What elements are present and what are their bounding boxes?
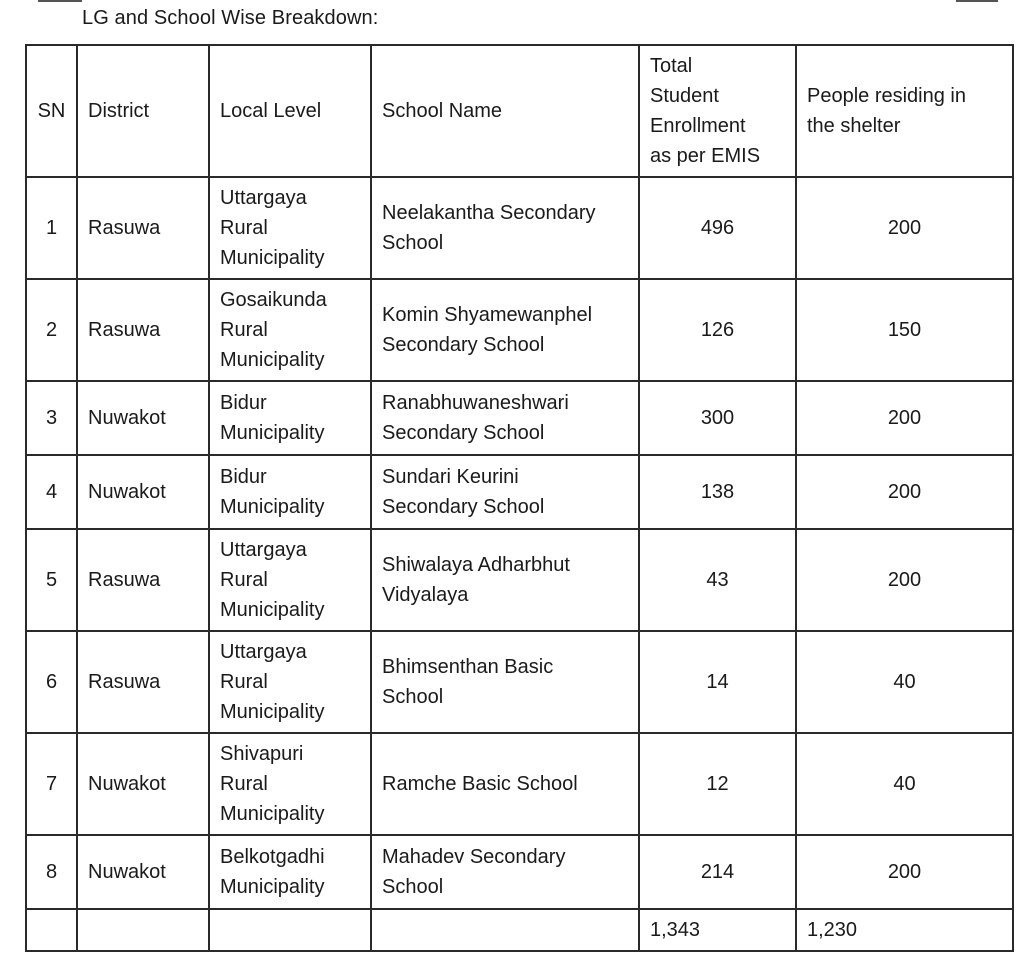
header-people-line: People residing in	[807, 85, 966, 107]
cell-sn: 4	[26, 455, 77, 529]
cell-district: Nuwakot	[77, 733, 209, 835]
cell-empty	[77, 909, 209, 951]
cell-school-name	[371, 733, 639, 835]
cell-sn: 1	[26, 177, 77, 279]
cell-people: 200	[796, 177, 1013, 279]
local-level-line: Municipality	[220, 496, 325, 518]
local-level-line: Gosaikunda	[220, 289, 327, 311]
local-level-line: Rural	[220, 319, 268, 341]
cell-school-name	[371, 529, 639, 631]
local-level-line: Rural	[220, 671, 268, 693]
cell-empty	[209, 909, 371, 951]
cell-local-level	[209, 733, 371, 835]
school-name-line: Mahadev Secondary	[382, 846, 566, 868]
local-level-line: Rural	[220, 773, 268, 795]
cell-enrollment: 43	[639, 529, 796, 631]
cell-enrollment: 14	[639, 631, 796, 733]
cell-school-name	[371, 835, 639, 909]
cell-empty	[26, 909, 77, 951]
header-enrollment	[639, 45, 796, 177]
total-people: 1,230	[796, 909, 1013, 951]
cell-people: 40	[796, 733, 1013, 835]
local-level-line: Uttargaya	[220, 641, 307, 663]
cell-empty	[371, 909, 639, 951]
table-row	[26, 177, 1013, 279]
cell-district: Nuwakot	[77, 381, 209, 455]
school-name-line: Bhimsenthan Basic	[382, 656, 554, 678]
school-name-line: Ranabhuwaneshwari	[382, 392, 569, 414]
cell-enrollment: 496	[639, 177, 796, 279]
local-level-line: Belkotgadhi	[220, 846, 325, 868]
breakdown-table	[25, 44, 1014, 952]
local-level-line: Municipality	[220, 247, 325, 269]
cell-district: Rasuwa	[77, 177, 209, 279]
totals-row	[26, 909, 1013, 951]
cell-district: Rasuwa	[77, 279, 209, 381]
total-enrollment: 1,343	[639, 909, 796, 951]
cell-school-name	[371, 279, 639, 381]
local-level-line: Municipality	[220, 803, 325, 825]
cell-people: 200	[796, 529, 1013, 631]
cell-enrollment: 126	[639, 279, 796, 381]
school-name-line: School	[382, 686, 444, 708]
school-name-line: Secondary School	[382, 422, 545, 444]
cell-enrollment: 138	[639, 455, 796, 529]
school-name-line: Vidyalaya	[382, 584, 469, 606]
local-level-line: Rural	[220, 569, 268, 591]
header-enrollment-line: Enrollment	[650, 115, 746, 137]
header-people	[796, 45, 1013, 177]
table-header-row	[26, 45, 1013, 177]
table-row	[26, 835, 1013, 909]
local-level-line: Shivapuri	[220, 743, 304, 765]
local-level-line: Bidur	[220, 466, 267, 488]
local-level-line: Uttargaya	[220, 539, 307, 561]
cell-people: 40	[796, 631, 1013, 733]
cell-sn: 3	[26, 381, 77, 455]
table-row	[26, 455, 1013, 529]
cell-people: 200	[796, 381, 1013, 455]
school-name-line: School	[382, 232, 444, 254]
local-level-line: Uttargaya	[220, 187, 307, 209]
header-people-line: the shelter	[807, 115, 901, 137]
cell-sn: 8	[26, 835, 77, 909]
cell-enrollment: 12	[639, 733, 796, 835]
school-name-line: Sundari Keurini	[382, 466, 519, 488]
cell-people: 200	[796, 455, 1013, 529]
school-name-line: Secondary School	[382, 496, 545, 518]
header-sn: SN	[26, 45, 77, 177]
school-name-line: Neelakantha Secondary	[382, 202, 596, 224]
local-level-line: Municipality	[220, 599, 325, 621]
header-enrollment-line: as per EMIS	[650, 145, 761, 167]
header-local-level: Local Level	[209, 45, 371, 177]
cell-school-name	[371, 631, 639, 733]
cell-school-name	[371, 381, 639, 455]
local-level-line: Municipality	[220, 876, 325, 898]
cell-sn: 5	[26, 529, 77, 631]
cell-people: 200	[796, 835, 1013, 909]
cell-local-level	[209, 177, 371, 279]
table-row	[26, 733, 1013, 835]
local-level-line: Bidur	[220, 392, 267, 414]
cell-sn: 7	[26, 733, 77, 835]
section-heading: LG and School Wise Breakdown:	[82, 7, 379, 29]
cell-sn: 6	[26, 631, 77, 733]
school-name-line: Komin Shyamewanphel	[382, 304, 593, 326]
cell-school-name	[371, 455, 639, 529]
cell-district: Rasuwa	[77, 529, 209, 631]
school-name-line: Ramche Basic School	[382, 773, 578, 795]
cell-local-level	[209, 455, 371, 529]
cell-local-level	[209, 381, 371, 455]
header-enrollment-line: Student	[650, 85, 719, 107]
local-level-line: Rural	[220, 217, 268, 239]
local-level-line: Municipality	[220, 349, 325, 371]
cell-local-level	[209, 631, 371, 733]
table-row	[26, 381, 1013, 455]
school-name-line: School	[382, 876, 444, 898]
cell-local-level	[209, 279, 371, 381]
cell-enrollment: 300	[639, 381, 796, 455]
local-level-line: Municipality	[220, 701, 325, 723]
local-level-line: Municipality	[220, 422, 325, 444]
cell-people: 150	[796, 279, 1013, 381]
top-rule-right	[956, 0, 998, 2]
cell-district: Nuwakot	[77, 835, 209, 909]
table-row	[26, 279, 1013, 381]
table-row	[26, 529, 1013, 631]
header-district: District	[77, 45, 209, 177]
cell-school-name	[371, 177, 639, 279]
top-rule-left	[38, 0, 82, 2]
cell-district: Nuwakot	[77, 455, 209, 529]
cell-sn: 2	[26, 279, 77, 381]
school-name-line: Shiwalaya Adharbhut	[382, 554, 570, 576]
cell-enrollment: 214	[639, 835, 796, 909]
cell-district: Rasuwa	[77, 631, 209, 733]
cell-local-level	[209, 835, 371, 909]
header-enrollment-line: Total	[650, 55, 693, 77]
header-school-name: School Name	[371, 45, 639, 177]
table-row	[26, 631, 1013, 733]
school-name-line: Secondary School	[382, 334, 545, 356]
cell-local-level	[209, 529, 371, 631]
